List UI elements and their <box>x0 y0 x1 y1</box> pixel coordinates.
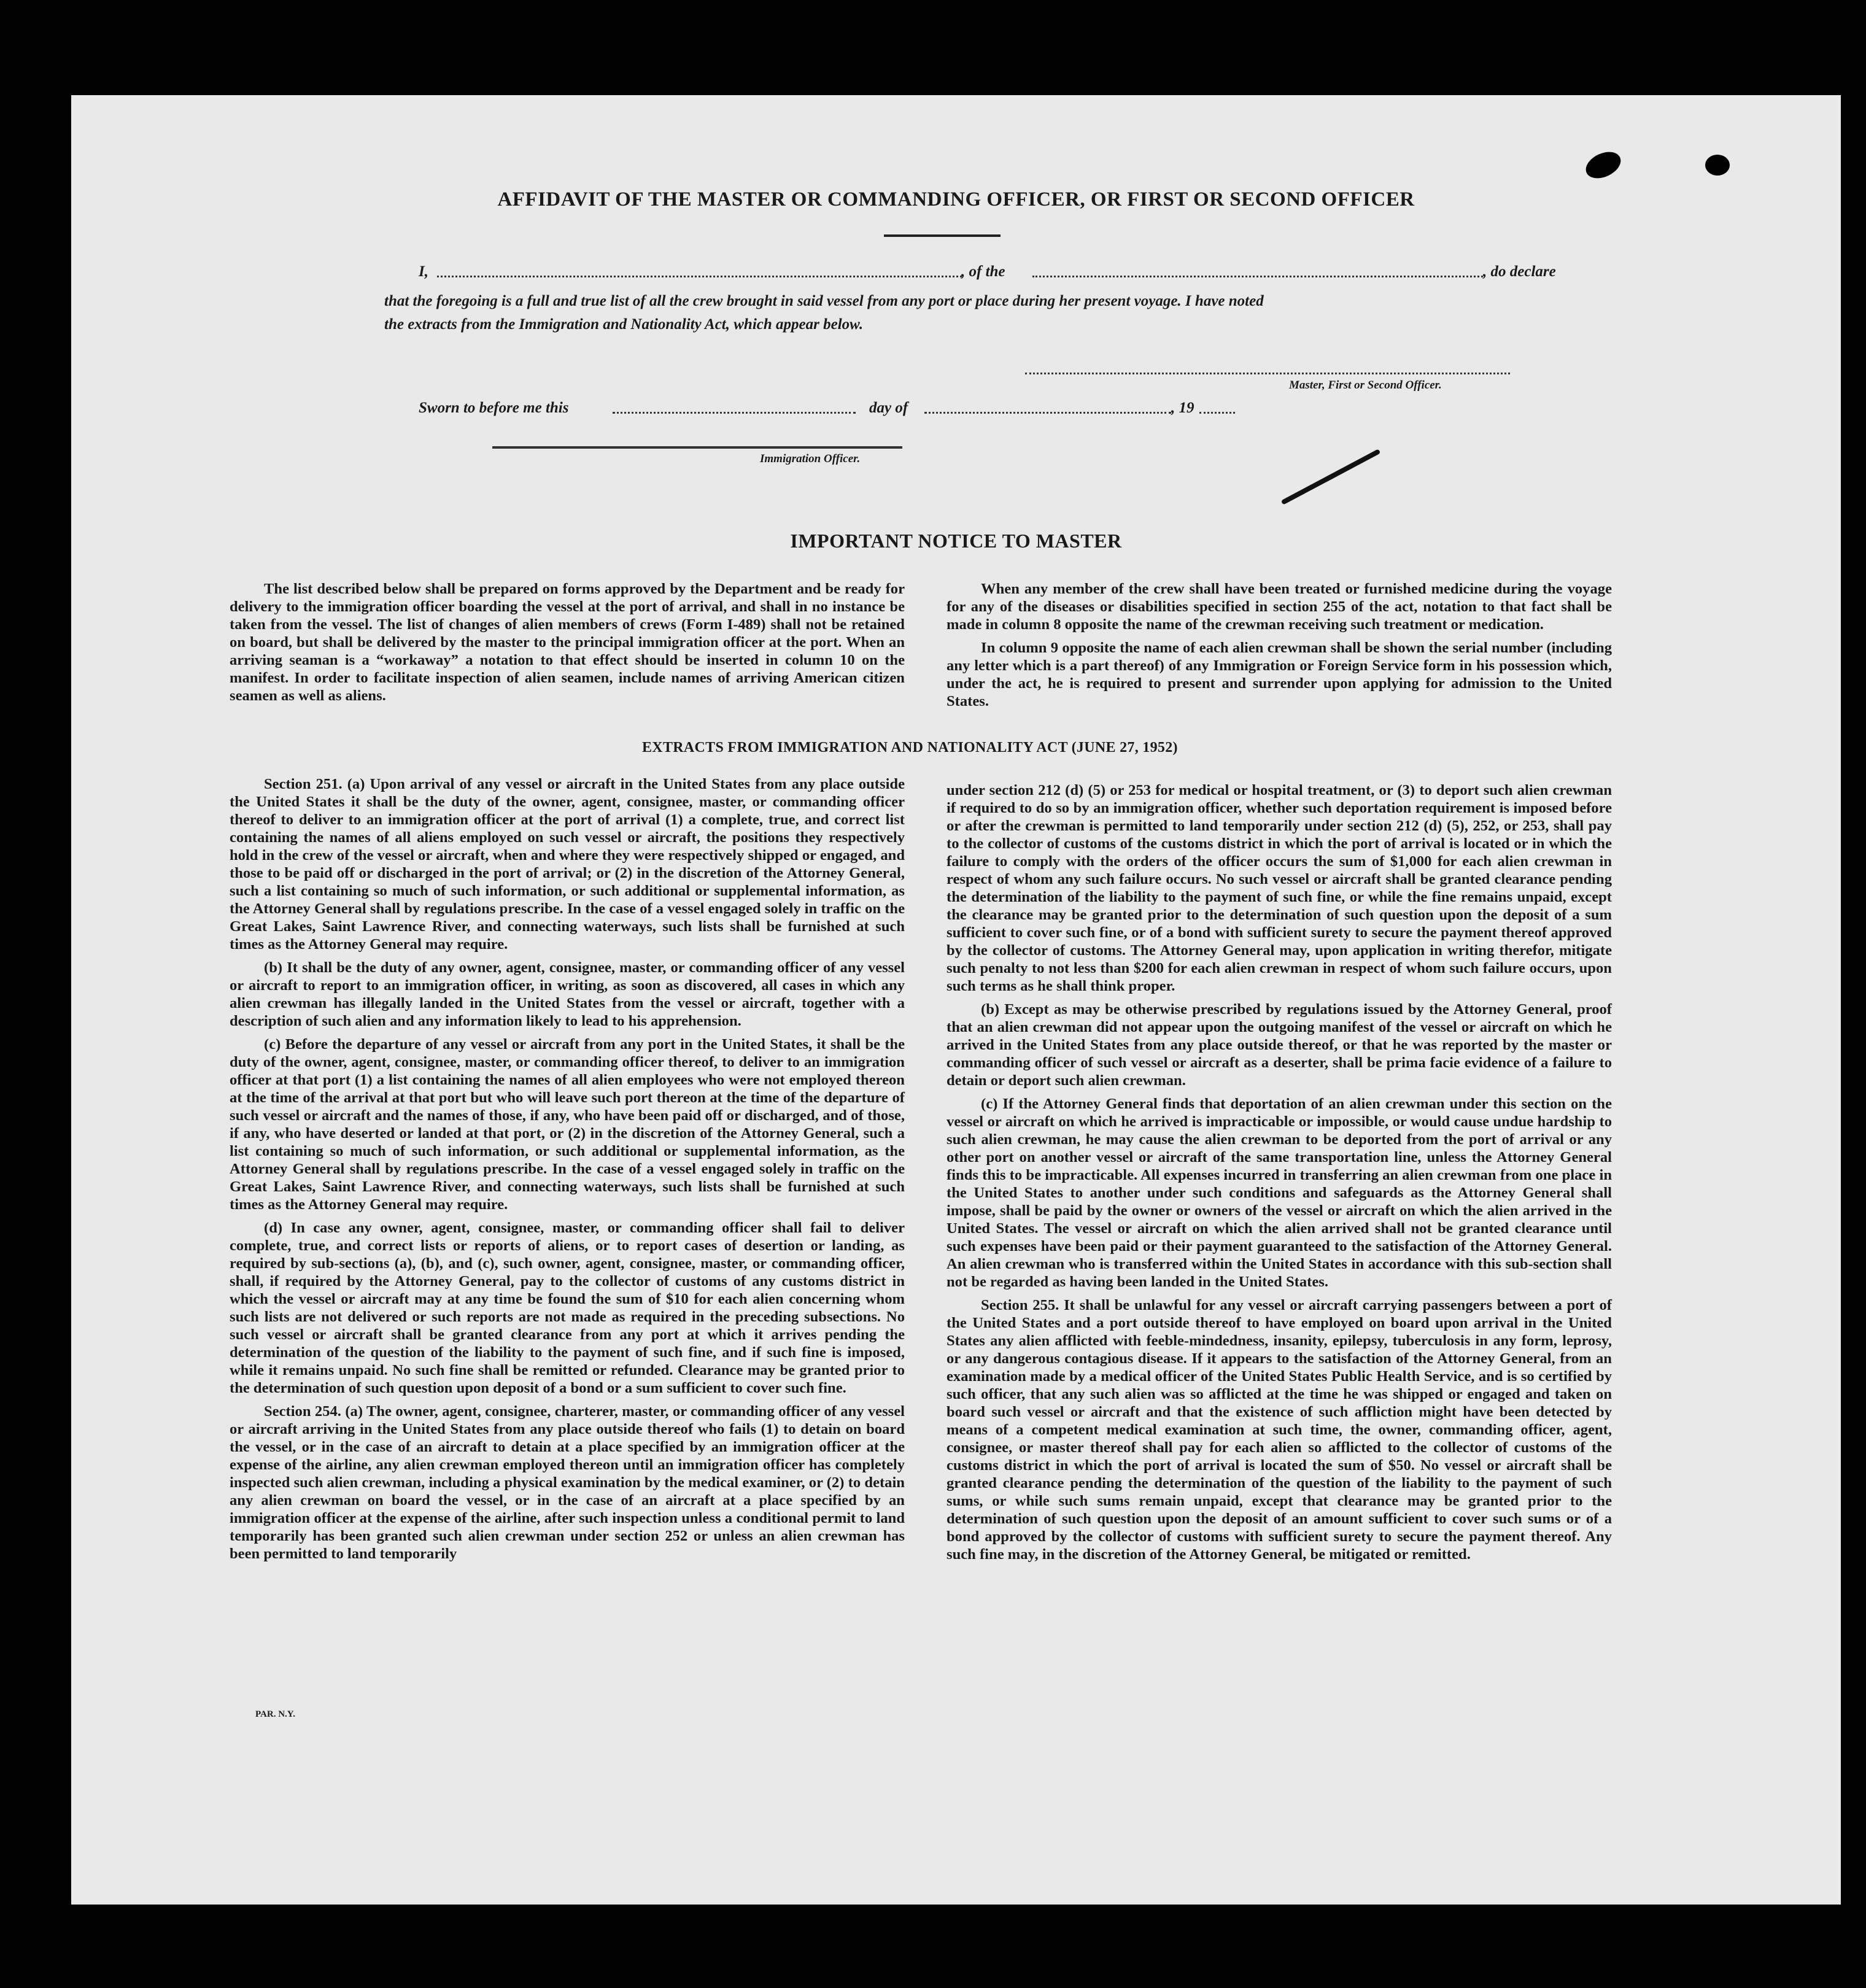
ink-blot <box>1582 147 1625 184</box>
master-caption: Master, First or Second Officer. <box>1289 379 1442 392</box>
sworn-label: Sworn to before me this <box>419 400 569 416</box>
day-of-label: day of <box>869 400 908 416</box>
sworn-month-field[interactable] <box>924 412 1171 414</box>
decl-i-label: I, <box>419 263 428 280</box>
extract-paragraph: (c) Before the departure of any vessel or aircraft from any port in the United States, it shall be the duty of the owner, agent, consignee, master, or commanding officer thereof, to deliver to an immigration officer at that port (1) a list containing the names of all alien employees who were not employed thereon at the time of the arrival at that port but who will leave such port thereon at the time of the departure of such vessel or aircraft and the names of those, if any, who have been paid off or discharged, and of those, if any, who have deserted or landed at that port, or (2) in the discretion of the Attorney General, such a list containing so much of such information, or such additional or supplemental information, as the Attorney General shall by regulations prescribe. In the case of a vessel engaged solely in traffic on the Great Lakes, Saint Lawrence River, and connecting waterways, such lists shall be furnished at such times as the Attorney General may require. <box>230 1036 905 1213</box>
extract-paragraph: Section 255. It shall be unlawful for any vessel or aircraft carrying passengers between a port of the United States and a port outside thereof to have employed on board upon arrival in the United States any alien afflicted with feeble-mindedness, insanity, epilepsy, tuberculosis in any form, leprosy, or any dangerous contagious disease. If it appears to the satisfaction of the Attorney General, from an examination made by a medical officer of the United States Public Health Service, and is so certified by such officer, that any such alien was so afflicted at the time he was shipped or engaged and taken on board such vessel or aircraft and that the existence of such affliction might have been detected by means of a competent medical examination at such time, the owner, commanding officer, agent, consignee, or master thereof shall pay for each alien so afflicted to the collector of customs of the customs district in which the port of arrival is located the sum of $50. No vessel or aircraft shall be granted clearance pending the determination of the question of the liability to the payment of such sums, or while such sums remain unpaid, except that clearance may be granted prior to the determination of such question upon the deposit of an amount sufficient to cover such sums or of a bond approved by the collector of customs with sufficient surety to secure the payment thereof. Any such fine may, in the discretion of the Attorney General, be mitigated or remitted. <box>947 1297 1612 1563</box>
notice-title: IMPORTANT NOTICE TO MASTER <box>790 530 1122 552</box>
form-page <box>71 95 1841 1905</box>
extract-paragraph: Section 251. (a) Upon arrival of any vessel or aircraft in the United States from any place outside the United States it shall be the duty of the owner, agent, consignee, master, or commanding officer thereof to deliver to an immigration officer at the port of arrival (1) a complete, true, and correct list containing the names of all aliens employed on such vessel or aircraft, the positions they respectively hold in the crew of the vessel or aircraft, when and where they were respectively shipped or engaged, and those to be paid off or discharged in the port of arrival; or (2) in the discretion of the Attorney General, such a list containing so much of such information, or such additional or supplemental information, as the Attorney General shall by regulations prescribe. In the case of a vessel engaged solely in traffic on the Great Lakes, Saint Lawrence River, and connecting waterways, such lists shall be furnished at such times as the Attorney General may require. <box>230 776 905 953</box>
decl-line-2: that the foregoing is a full and true list of all the crew brought in said vessel from any port or place during her present voyage. I have noted <box>384 293 1264 309</box>
notice-paragraph: In column 9 opposite the name of each alien crewman shall be shown the serial number (including any letter which is a part thereof) of any Immigration or Foreign Service form in his possession which, under the act, he is required to present and surrender upon applying for admission to the United States. <box>947 640 1612 710</box>
extract-paragraph: (b) It shall be the duty of any owner, agent, consignee, master, or commanding officer of any vessel or aircraft to report to an immigration officer, in writing, as soon as discovered, all cases in which any alien crewman has illegally landed in the United States from the vessel or aircraft, together with a description of such alien and any information likely to lead to his apprehension. <box>230 959 905 1029</box>
pen-stroke <box>1281 449 1381 505</box>
sworn-day-field[interactable] <box>613 412 856 414</box>
extract-paragraph: under section 212 (d) (5) or 253 for medical or hospital treatment, or (3) to deport such alien crewman if required to do so by an immigration officer, whether such deportation requirement is imposed before or after the crewman is permitted to land temporarily under section 212 (d) (5), 252, or 253, shall pay to the collector of customs of the customs district in which the port of arrival is located or in which the failure to comply with the orders of the officer occurs the sum of $1,000 for each alien crewman in respect of whom any such failure occurs. No such vessel or aircraft shall be granted clearance pending the determination of the liability to the payment of such fine, or while the fine remains unpaid, except the clearance may be granted prior to the determination of such question upon the deposit of a sum sufficient to cover such fine, or of a bond with sufficient surety to secure the payment thereof approved by the collector of customs. The Attorney General may, upon application in writing therefor, mitigate such penalty to not less than $200 for each alien crewman in respect of whom such failure occurs, upon such terms as he shall think proper. <box>947 782 1612 994</box>
notice-paragraph: When any member of the crew shall have been treated or furnished medicine during the voyage for any of the diseases or disabilities specified in section 255 of the act, notation to that fact shall be made in column 8 opposite the name of the crewman receiving such treatment or medication. <box>947 581 1612 633</box>
extract-paragraph: (b) Except as may be otherwise prescribed by regulations issued by the Attorney General, proof that an alien crewman did not appear upon the outgoing manifest of the vessel or aircraft on which he arrived in the United States from any place outside thereof, or that he was reported by the master or commanding officer of such vessel or aircraft as a deserter, shall be prima facie evidence of a failure to detain or deport such alien crewman. <box>947 1001 1612 1089</box>
notice-left-column <box>230 580 905 710</box>
officer-caption: Immigration Officer. <box>760 452 861 465</box>
printer-mark: PAR. N.Y. <box>255 1709 296 1719</box>
master-signature-field[interactable] <box>1025 373 1510 374</box>
extracts-title: EXTRACTS FROM IMMIGRATION AND NATIONALITY ACT (JUNE 27, 1952) <box>642 740 1178 756</box>
extract-paragraph: (d) In case any owner, agent, consignee, master, or commanding officer shall fail to deliver complete, true, and correct lists or reports of aliens, or to report cases of desertion or landing, as required by sub-sections (a), (b), and (c), such owner, agent, consignee, master, or commanding officer, shall, if required by the Attorney General, pay to the collector of customs of any customs district in which the vessel or aircraft may at any time be found the sum of $10 for each alien concerning whom such lists are not delivered or such reports are not made as required in the preceding subsections. No such vessel or aircraft shall be granted clearance from any port at which it arrives pending the determination of the question of the liability to the payment of such fine, and if such fine is imposed, while it remains unpaid. No such fine shall be remitted or refunded. Clearance may be granted prior to the determination of such question upon deposit of a bond or a sum sufficient to cover such fine. <box>230 1220 905 1396</box>
year-label: , 19 <box>1171 400 1194 416</box>
extract-paragraph: Section 254. (a) The owner, agent, consignee, charterer, master, or commanding officer of any vessel or aircraft arriving in the United States from any place outside thereof who fails (1) to detain on board the vessel, or in the case of an aircraft to detain at a place specified by an immigration officer at the expense of the airline, any alien crewman employed thereon until an immigration officer has completely inspected such alien crewman, including a physical examination by the medical examiner, or (2) to detain any alien crewman on board the vessel, or in the case of an aircraft at a place specified by an immigration officer at the expense of the airline, after such inspection unless a conditional permit to land temporarily has been granted such alien crewman under section 252 or unless an alien crewman has been permitted to land temporarily <box>230 1403 905 1562</box>
sworn-year-field[interactable] <box>1199 412 1235 414</box>
extracts-left-column <box>230 775 905 1568</box>
officer-signature-line[interactable] <box>492 446 902 449</box>
decl-line-3: the extracts from the Immigration and Nationality Act, which appear below. <box>384 316 864 333</box>
decl-of-the-label: , of the <box>961 263 1005 280</box>
ink-blot <box>1705 155 1730 176</box>
extract-paragraph: (c) If the Attorney General finds that deportation of an alien crewman under this section on the vessel or aircraft on which he arrived is impracticable or impossible, or would cause undue hardship to such alien crewman, he may cause the alien crewman to be deported from the port of arrival or any other port on another vessel or aircraft of the same transportation line, unless the Attorney General finds this to be impracticable. All expenses incurred in transferring an alien crewman from one place in the United States to another under such conditions and safeguards as the Attorney General shall impose, shall be paid by the owner or owners of the vessel or aircraft on which the alien arrived in the United States. The vessel or aircraft on which the alien arrived shall not be granted clearance until such expenses have been paid or their payment guaranteed to the satisfaction of the Attorney General. An alien crewman who is transferred within the United States in accordance with this sub-section shall not be regarded as having been landed in the United States. <box>947 1096 1612 1290</box>
extracts-right-column <box>947 781 1612 1569</box>
decl-do-declare-label: , do declare <box>1483 263 1556 280</box>
title-rule <box>884 234 1001 237</box>
notice-paragraph: The list described below shall be prepared on forms approved by the Department and be ready for delivery to the immigration officer boarding the vessel at the port of arrival, and shall in no instance be taken from the vessel. The list of changes of alien members of crews (Form I-489) shall not be retained on board, but shall be delivered by the master to the principal immigration officer at the port. When an arriving seaman is a “workaway” a notation to that effect should be inserted in column 10 on the manifest. In order to facilitate inspection of alien seamen, include names of arriving American citizen seamen as well as aliens. <box>230 581 905 704</box>
notice-right-column <box>947 580 1612 716</box>
vessel-field[interactable] <box>1032 276 1483 277</box>
affidavit-title: AFFIDAVIT OF THE MASTER OR COMMANDING OFFICER, OR FIRST OR SECOND OFFICER <box>497 188 1415 211</box>
name-field[interactable] <box>437 276 962 277</box>
